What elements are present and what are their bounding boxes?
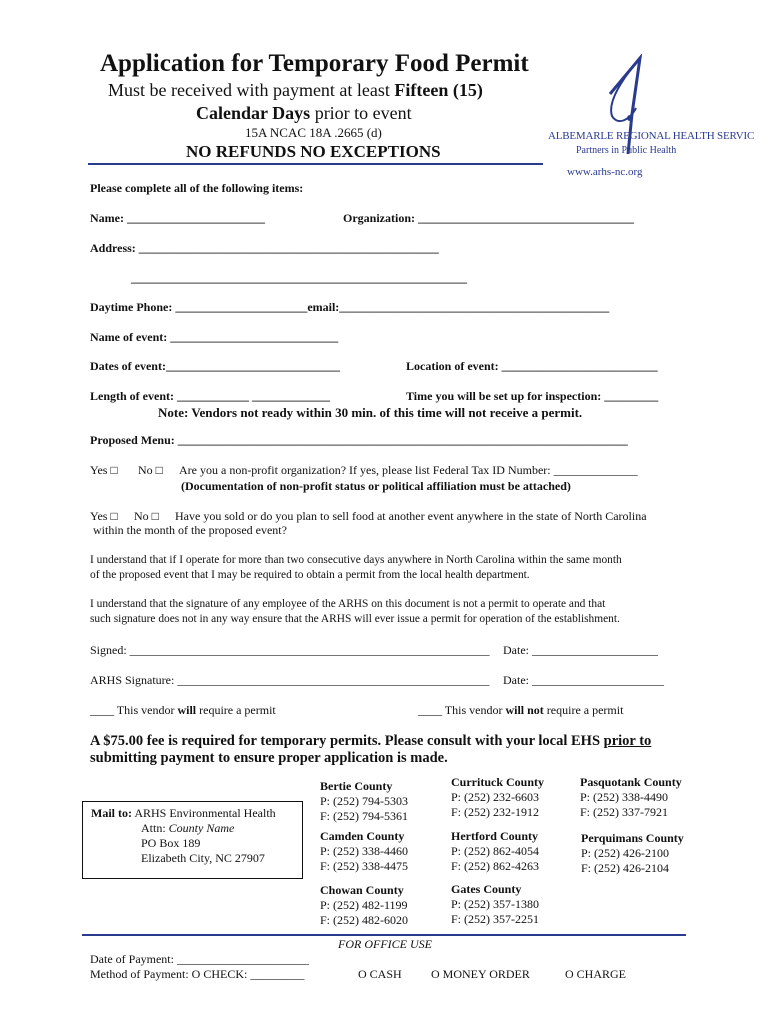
county-perquimans: Perquimans County P: (252) 426-2100 F: (252) 426-2104	[581, 831, 684, 875]
mail-city: Elizabeth City, NC 27907	[141, 851, 265, 865]
understanding-2: I understand that the signature of any employee of the ARHS on this document is not a permit to operate and that	[90, 598, 606, 610]
fee-notice: A $75.00 fee is required for temporary permits. Please consult with your local EHS prior to	[90, 733, 652, 749]
event-name-field[interactable]: Name of event: ____________________________	[90, 330, 339, 344]
arhs-date-field[interactable]: Date: ______________________	[503, 673, 664, 687]
county-gates: Gates County P: (252) 357-1380 F: (252) 357-2251	[451, 882, 539, 926]
setup-time-field[interactable]: Time you will be set up for inspection: _________	[406, 389, 659, 403]
name-field[interactable]: Name: _______________________	[90, 211, 265, 225]
county-chowan: Chowan County P: (252) 482-1199 F: (252) 482-6020	[320, 883, 408, 927]
fee-notice-cont: submitting payment to ensure proper application is made.	[90, 750, 448, 766]
payment-method-money-order[interactable]: O MONEY ORDER	[431, 967, 530, 981]
county-bertie: Bertie County P: (252) 794-5303 F: (252) 794-5361	[320, 779, 408, 823]
proposed-menu-field[interactable]: Proposed Menu: ___________________________________________________________________________	[90, 433, 628, 447]
understanding-1-cont: of the proposed event that I may be required to obtain a permit from the local health department.	[90, 569, 530, 581]
signed-date-field[interactable]: Date: _____________________	[503, 643, 658, 657]
arhs-signature-field[interactable]: ARHS Signature: ____________________________________________________	[90, 673, 490, 687]
date-of-payment-field[interactable]: Date of Payment: ______________________	[90, 952, 309, 966]
vendor-note: Note: Vendors not ready within 30 min. of this time will not receive a permit.	[158, 405, 583, 420]
logo-org-name: ALBEMARLE REGIONAL HEALTH SERVIC	[548, 130, 755, 142]
nonprofit-yes-checkbox[interactable]: Yes □	[90, 463, 118, 477]
payment-method-check[interactable]: Method of Payment: O CHECK: _________	[90, 967, 305, 981]
other-event-question-cont: within the month of the proposed event?	[93, 523, 287, 537]
other-event-question: Have you sold or do you plan to sell food at another event anywhere in the state of North Carolina	[175, 509, 647, 523]
phone-email-field[interactable]: Daytime Phone: ______________________email:_____________________________________________	[90, 300, 610, 314]
nonprofit-question: Are you a non-profit organization? If yes, please list Federal Tax ID Number: ______________	[179, 463, 638, 477]
vendor-requires-permit[interactable]: ____ This vendor will require a permit	[90, 703, 276, 717]
subtitle-line-2: Calendar Days prior to event	[196, 103, 412, 123]
other-event-yes-checkbox[interactable]: Yes □	[90, 509, 118, 523]
understanding-2-cont: such signature does not in any way ensure that the ARHS will ever issue a permit for operation of the establishment.	[90, 613, 620, 625]
other-event-no-checkbox[interactable]: No □	[134, 509, 159, 523]
regulation-code: 15A NCAC 18A .2665 (d)	[245, 125, 382, 140]
county-currituck: Currituck County P: (252) 232-6603 F: (252) 232-1912	[451, 775, 545, 819]
mail-to-label: Mail to: ARHS Environmental Health	[91, 806, 276, 820]
organization-field[interactable]: Organization: ____________________________________	[343, 211, 634, 225]
office-divider	[82, 934, 686, 936]
county-hertford: Hertford County P: (252) 862-4054 F: (252) 862-4263	[451, 829, 539, 873]
website-link[interactable]: www.arhs-nc.org	[567, 166, 643, 178]
event-location-field[interactable]: Location of event: __________________________	[406, 359, 658, 373]
signed-field[interactable]: Signed: ____________________________________________________________	[90, 643, 490, 657]
nonprofit-no-checkbox[interactable]: No □	[138, 463, 163, 477]
county-camden: Camden County P: (252) 338-4460 F: (252) 338-4475	[320, 829, 408, 873]
payment-method-cash[interactable]: O CASH	[358, 967, 402, 981]
instructions: Please complete all of the following items:	[90, 181, 304, 195]
county-pasquotank: Pasquotank County P: (252) 338-4490 F: (252) 337-7921	[580, 775, 682, 819]
event-length-field[interactable]: Length of event: ____________ _____________	[90, 389, 330, 403]
understanding-1: I understand that if I operate for more than two consecutive days anywhere in North Carolina within the same month	[90, 554, 622, 566]
office-use-heading: FOR OFFICE USE	[338, 937, 432, 951]
mail-attn: Attn: County Name	[141, 821, 235, 835]
mail-po-box: PO Box 189	[141, 836, 201, 850]
vendor-not-require-permit[interactable]: ____ This vendor will not require a permit	[418, 703, 624, 717]
payment-method-charge[interactable]: O CHARGE	[565, 967, 627, 981]
subtitle-line-1: Must be received with payment at least Fifteen (15)	[108, 80, 483, 100]
no-refunds-notice: NO REFUNDS NO EXCEPTIONS	[186, 142, 441, 161]
address-field[interactable]: Address: __________________________________________________	[90, 241, 439, 255]
header-divider	[88, 163, 543, 165]
event-dates-field[interactable]: Dates of event:_____________________________	[90, 359, 340, 373]
logo-tagline: Partners in Public Health	[576, 145, 677, 156]
page-title: Application for Temporary Food Permit	[100, 50, 529, 77]
address-field-line-2[interactable]: ________________________________________________________	[131, 271, 467, 285]
arhs-logo-icon	[548, 54, 678, 159]
nonprofit-documentation-note: (Documentation of non-profit status or political affiliation must be attached)	[181, 479, 571, 493]
